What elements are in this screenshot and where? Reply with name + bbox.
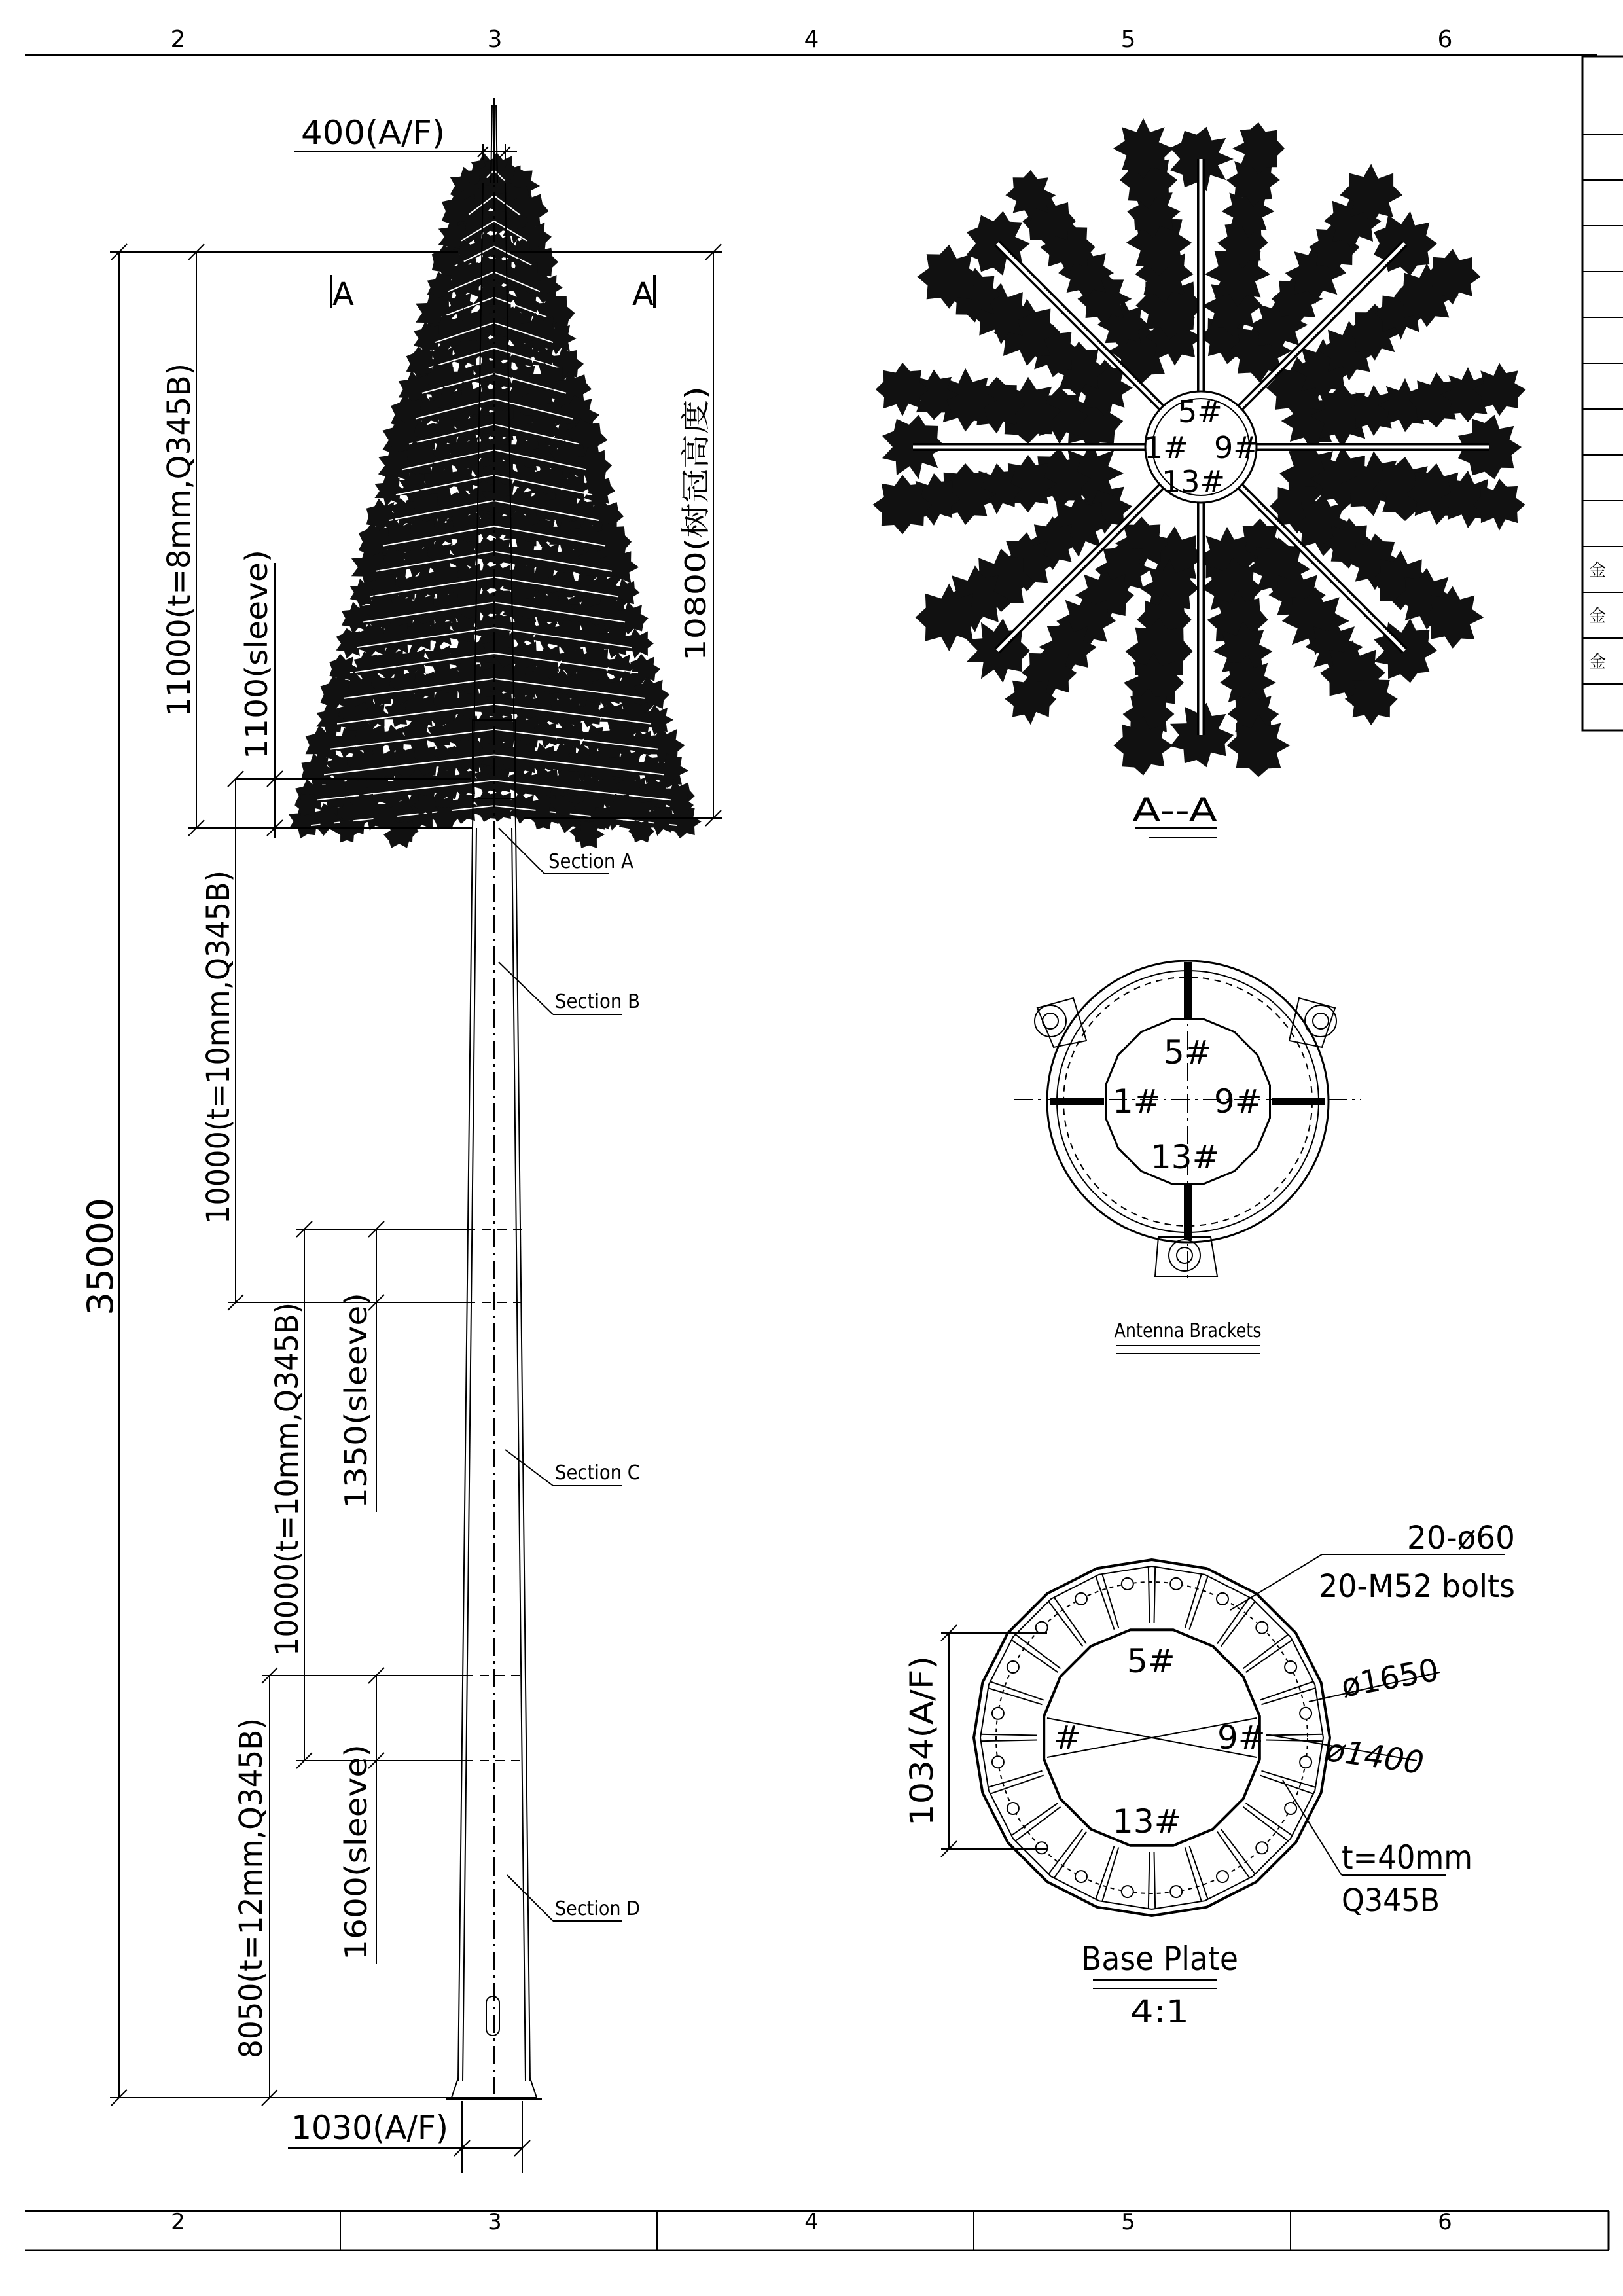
bracket-pole-9: 9# — [1214, 1083, 1262, 1121]
plan-pole-5: 5# — [1178, 394, 1222, 429]
stiffener-rib — [1149, 1566, 1150, 1623]
dim-section-4: 8050(t=12mm,Q345B) — [233, 1698, 270, 2058]
bottom-column-label: 3 — [488, 2209, 502, 2235]
bp-scale: 4:1 — [1130, 1994, 1189, 2030]
plan-leaf — [1005, 673, 1056, 725]
section-a-label: Section A — [548, 850, 634, 873]
section-callouts — [499, 828, 640, 1921]
stiffener-rib — [1154, 1566, 1156, 1623]
bolt-hole — [1007, 1803, 1019, 1814]
tree-crown — [289, 152, 702, 848]
stiffener-rib — [1015, 1634, 1060, 1669]
plan-leaf — [1113, 118, 1173, 179]
bp-af-dim: 1034(A/F) — [904, 1671, 940, 1826]
plan-pole-1: 1# — [1144, 430, 1188, 465]
plan-leaf — [873, 475, 933, 535]
stiffener-rib — [1221, 1829, 1256, 1874]
title-block-cell: 金 — [1589, 561, 1607, 581]
bp-thickness: t=40mm — [1342, 1839, 1472, 1876]
bp-title: Base Plate — [1081, 1940, 1238, 1978]
section-mark-left: A — [332, 276, 354, 313]
antenna-brackets-view — [1014, 961, 1361, 1354]
bp-pole-13: 13# — [1113, 1803, 1182, 1840]
dim-base-width: 1030(A/F) — [291, 2109, 448, 2147]
dim-top-width: 400(A/F) — [301, 114, 445, 152]
bottom-column-label: 2 — [171, 2209, 185, 2235]
top-column-label: 5 — [1120, 26, 1136, 53]
bolt-hole — [1075, 1593, 1087, 1605]
bracket-pole-1: 1# — [1113, 1083, 1161, 1121]
plan-leaf — [1425, 249, 1480, 304]
plan-title: A--A — [1132, 791, 1217, 829]
bp-pole-5: 5# — [1127, 1642, 1175, 1680]
top-column-label: 6 — [1437, 26, 1453, 53]
stiffener-rib — [1266, 1740, 1323, 1742]
plan-leaf — [1113, 715, 1173, 775]
bp-bolts-note: 20-M52 bolts — [1319, 1568, 1515, 1605]
bottom-column-label: 6 — [1438, 2209, 1452, 2235]
plan-leaf — [876, 363, 929, 416]
bp-outer-dia: ø1650 — [1338, 1651, 1443, 1705]
bolt-hole — [1007, 1661, 1019, 1673]
dim-section-1: 11000(t=8mm,Q345B) — [161, 356, 198, 717]
dim-section-3: 10000(t=10mm,Q345B) — [269, 1275, 306, 1656]
bolt-hole — [1285, 1661, 1296, 1673]
top-column-label: 3 — [487, 26, 503, 53]
bottom-column-label: 4 — [804, 2209, 819, 2235]
top-column-label: 4 — [804, 26, 819, 53]
section-b-label: Section B — [555, 990, 640, 1013]
section-c-label: Section C — [555, 1462, 640, 1484]
stiffener-rib — [1015, 1807, 1060, 1842]
section-mark-right: A — [632, 276, 654, 313]
plan-pole-13: 13# — [1162, 464, 1226, 499]
plan-leaf — [1005, 170, 1056, 221]
bottom-column-label: 5 — [1121, 2209, 1135, 2235]
plan-leaf — [1473, 478, 1525, 530]
bp-pole-1: # — [1054, 1719, 1081, 1757]
bolt-hole — [1122, 1886, 1133, 1897]
bolt-hole — [1170, 1578, 1182, 1590]
bolt-hole — [1217, 1871, 1228, 1882]
bp-pole-9: 9# — [1217, 1719, 1266, 1757]
stiffener-rib — [1243, 1807, 1289, 1842]
plan-leaf — [1227, 714, 1291, 778]
bp-inner-dia: ø1400 — [1323, 1731, 1427, 1782]
bolt-hole — [992, 1756, 1004, 1768]
bolt-hole — [1256, 1842, 1268, 1854]
bolt-hole — [1036, 1842, 1048, 1854]
plan-leaf — [1421, 586, 1484, 649]
plan-pole-9: 9# — [1214, 430, 1258, 465]
bracket-pole-5: 5# — [1164, 1033, 1212, 1071]
dim-sleeve-2: 1350(sleeve) — [338, 1311, 374, 1509]
dim-sleeve-1: 1100(sleeve) — [239, 562, 274, 759]
bolt-hole — [1300, 1708, 1311, 1719]
top-column-label: 2 — [170, 26, 186, 53]
bolt-hole — [1170, 1886, 1182, 1897]
section-d-label: Section D — [555, 1897, 640, 1920]
bp-material: Q345B — [1342, 1882, 1440, 1919]
bolt-hole — [1285, 1803, 1296, 1814]
plan-view-aa — [873, 118, 1526, 838]
base-plate-view — [904, 1520, 1515, 2030]
title-block-cell: 金 — [1589, 607, 1607, 626]
bp-holes-note: 20-ø60 — [1407, 1520, 1515, 1556]
stiffener-rib — [1154, 1852, 1156, 1909]
plan-leaf — [1472, 363, 1525, 416]
dim-crown-height: 10800(树冠高度) — [679, 431, 713, 661]
stiffener-rib — [980, 1734, 1037, 1736]
stiffener-rib — [980, 1740, 1037, 1742]
bracket-pole-13: 13# — [1150, 1138, 1220, 1176]
plan-leaf — [1340, 164, 1402, 226]
stiffener-rib — [1048, 1829, 1083, 1874]
title-block-cell: 金 — [1589, 653, 1607, 672]
dim-sleeve-3: 1600(sleeve) — [338, 1763, 374, 1960]
plan-leaf — [1232, 122, 1285, 175]
bolt-hole — [1300, 1756, 1311, 1768]
bolt-hole — [1036, 1622, 1048, 1634]
plan-leaf — [1345, 672, 1398, 725]
stiffener-rib — [1243, 1634, 1289, 1669]
dim-total-height: 35000 — [80, 1203, 121, 1316]
stiffener-rib — [1048, 1601, 1083, 1646]
bolt-hole — [1122, 1578, 1133, 1590]
dim-section-2: 10000(t=10mm,Q345B) — [200, 843, 237, 1224]
brackets-title: Antenna Brackets — [1114, 1319, 1262, 1342]
stiffener-rib — [1266, 1734, 1323, 1736]
bolt-hole — [992, 1708, 1004, 1719]
bolt-hole — [1217, 1593, 1228, 1605]
title-block — [1582, 56, 1623, 730]
bolt-hole — [1075, 1871, 1087, 1882]
bolt-hole — [1256, 1622, 1268, 1634]
stiffener-rib — [1149, 1852, 1150, 1909]
